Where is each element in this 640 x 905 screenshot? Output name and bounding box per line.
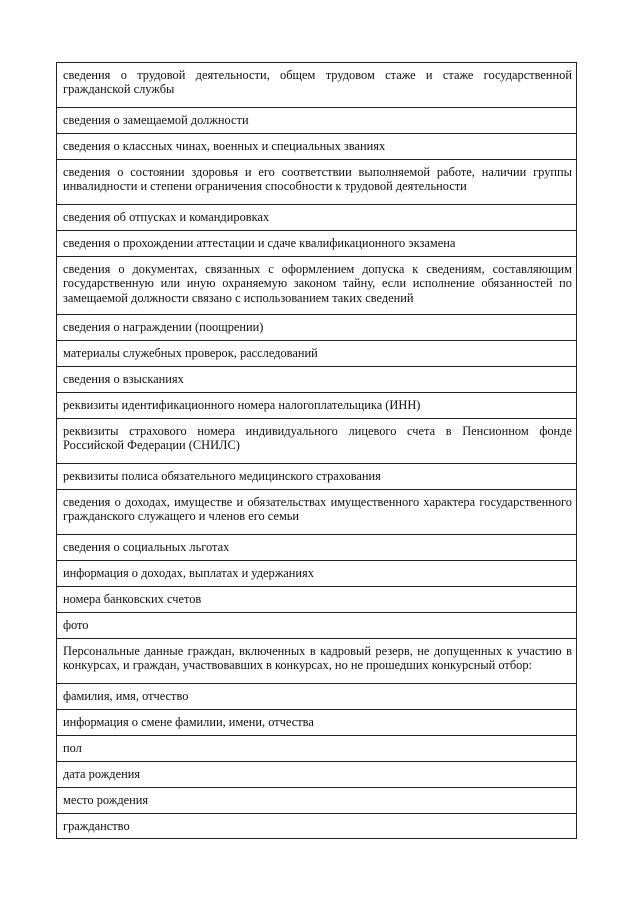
row-text: информация о доходах, выплатах и удержаниях	[63, 566, 314, 580]
table-row	[57, 709, 576, 735]
row-text: дата рождения	[63, 767, 141, 781]
table-row	[57, 256, 576, 314]
row-text: реквизиты страхового номера индивидуального лицевого счета в Пенсионном фонде Российской Федерации (СНИЛС)	[63, 424, 572, 453]
table-row	[57, 159, 576, 204]
row-text: сведения об отпусках и командировках	[63, 210, 270, 224]
table-row	[57, 813, 576, 838]
table-row	[57, 314, 576, 340]
table-row	[57, 340, 576, 366]
row-text: сведения о документах, связанных с оформлением допуска к сведениям, составляющим государственную или иную охраняемую законом тайну, если исполнение обязанностей по замещаемой должности связано с использованием таких сведений	[63, 262, 572, 305]
row-text: сведения о социальных льготах	[63, 540, 230, 554]
row-text: сведения о прохождении аттестации и сдаче квалификационного экзамена	[63, 236, 456, 250]
row-text: фамилия, имя, отчество	[63, 689, 189, 703]
row-text: сведения о замещаемой должности	[63, 113, 249, 127]
row-text: информация о смене фамилии, имени, отчества	[63, 715, 314, 729]
table-row	[57, 366, 576, 392]
table-row	[57, 560, 576, 586]
row-text: Персональные данные граждан, включенных в кадровый резерв, не допущенных к участию в конкурсах, и граждан, участвовавших в конкурсах, но не прошедших конкурсный отбор:	[63, 644, 572, 673]
table-row	[57, 392, 576, 418]
row-text: пол	[63, 741, 82, 755]
table-row	[57, 63, 576, 107]
table-row	[57, 787, 576, 813]
row-text: реквизиты полиса обязательного медицинского страхования	[63, 469, 381, 483]
table-row	[57, 489, 576, 534]
table-row	[57, 107, 576, 133]
table-row	[57, 586, 576, 612]
table-row	[57, 418, 576, 463]
table-row	[57, 463, 576, 489]
table-row	[57, 735, 576, 761]
row-text: фото	[63, 618, 89, 632]
personal-data-table	[56, 62, 577, 839]
table-row	[57, 204, 576, 230]
row-text: сведения о взысканиях	[63, 372, 184, 386]
row-text: материалы служебных проверок, расследований	[63, 346, 318, 360]
row-text: реквизиты идентификационного номера налогоплательщика (ИНН)	[63, 398, 421, 412]
table-row	[57, 133, 576, 159]
table-row	[57, 638, 576, 683]
table-row	[57, 534, 576, 560]
row-text: номера банковских счетов	[63, 592, 202, 606]
row-text: место рождения	[63, 793, 149, 807]
table-row	[57, 612, 576, 638]
table-row	[57, 761, 576, 787]
table-row	[57, 230, 576, 256]
row-text: сведения о доходах, имуществе и обязательствах имущественного характера государственного гражданского служащего и членов его семьи	[63, 495, 572, 524]
row-text: сведения о трудовой деятельности, общем трудовом стаже и стаже государственной гражданской службы	[63, 68, 572, 97]
row-text: сведения о награждении (поощрении)	[63, 320, 264, 334]
row-text: гражданство	[63, 819, 130, 833]
table-row	[57, 683, 576, 709]
row-text: сведения о классных чинах, военных и специальных званиях	[63, 139, 386, 153]
row-text: сведения о состоянии здоровья и его соответствии выполняемой работе, наличии группы инвалидности и степени ограничения способности к трудовой деятельности	[63, 165, 572, 194]
